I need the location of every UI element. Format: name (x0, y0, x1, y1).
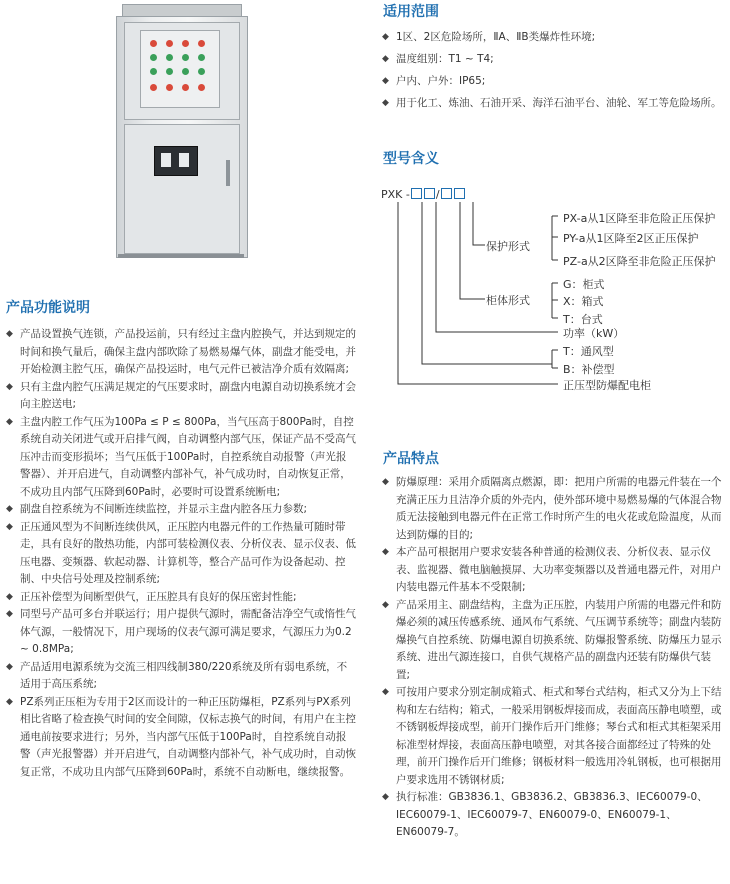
diamond-bullet-icon: ◆ (382, 599, 389, 610)
protection-option: PX-a从1区降至非危险正压保护 (563, 212, 716, 225)
list-item: ◆ 温度组别：T1 ~ T4; (382, 48, 727, 70)
protection-option: PY-a从1区降至2区正压保护 (563, 232, 699, 245)
list-item: ◆ 执行标准：GB3836.1、GB3836.2、GB3836.3、IEC60079-0、IEC60079-1、IEC60079-7、EN60079-0、EN60079-1、EN60079-7。 (382, 791, 708, 838)
scope-title: 适用范围 (383, 4, 439, 20)
function-list (6, 326, 356, 781)
diamond-bullet-icon: ◆ (382, 687, 389, 697)
door-handle (226, 160, 230, 186)
diamond-bullet-icon: ◆ (6, 416, 13, 427)
scope-list (382, 26, 727, 114)
list-item: ◆ 产品采用主、副盘结构，主盘为正压腔，内装用户所需的电器元件和防爆必须的减压传感系统、通风布气系统、气压调节系统等；副盘内装防爆换气自控系统、防爆电源自切换系统、防爆报警系统、防爆压力显示系统、进出气源连接口，自供气规格产品的副盘内还装有防爆供气装置; (382, 598, 722, 681)
diamond-bullet-icon: ◆ (382, 547, 389, 557)
function-title: 产品功能说明 (6, 300, 90, 316)
features-title: 产品特点 (383, 451, 439, 467)
diamond-bullet-icon: ◆ (382, 477, 389, 487)
model-code: PXK - / (381, 188, 466, 201)
list-item: ◆ 产品适用电源系统为交流三相四线制380/220系统及所有弱电系统，不适用于高压系统; (6, 660, 348, 690)
list-item: ◆ 正压通风型为不间断连续供风，正压腔内电器元件的工作热量可随时带走，具有良好的散热功能，内部可装检测仪表、分析仪表、显示仪表、低压电器、变频器、软起动器、计算机等，整合产品可作为设备起动、控制、中央信号处理及控制系统; (6, 520, 356, 585)
placeholder-box-icon (454, 188, 465, 199)
list-item: ◆ 1区、2区危险场所，ⅡA、ⅡB类爆炸性环境; (382, 26, 727, 48)
features-list (382, 474, 722, 842)
cabinet-base (118, 254, 244, 258)
cabinet-option: T：台式 (563, 313, 603, 326)
list-item: ◆ 用于化工、炼油、石油开采、海洋石油平台、油轮、军工等危险场所。 (382, 92, 727, 114)
ventilation-option: T：通风型 (563, 345, 614, 358)
list-item: ◆ 可按用户要求分别定制成箱式、柜式和琴台式结构，柜式又分为上下结构和左右结构；箱式，一般采用钢板焊接而成，表面高压静电喷塑，或不锈钢板焊接成型，前开门操作后开门维修；琴台式和柜式其柜架采用标准型材焊接，表面高压静电喷塑，对其各接合面都经过了特殊的处理，前开门操作后开门维修；钢板材料一般选用冷轧钢板，也可根据用户要求选用不锈钢材质; (382, 686, 722, 786)
breaker-window (154, 146, 198, 176)
list-item: ◆ 防爆原理：采用介质隔离点燃源，即：把用户所需的电器元件装在一个充满正压力且洁净介质的外壳内，使外部环境中易燃易爆的气体混合物质无法接触到电器元件在正常工作时所产生的电火花或危险温度，从而达到防爆的目的; (382, 476, 722, 541)
diamond-bullet-icon: ◆ (6, 329, 13, 339)
diamond-bullet-icon: ◆ (6, 521, 13, 532)
diamond-bullet-icon: ◆ (382, 54, 389, 64)
model-title: 型号含义 (383, 151, 439, 167)
ventilation-option: B：补偿型 (563, 363, 615, 376)
list-item: ◆ 只有主盘内腔气压满足规定的气压要求时，副盘内电源自动切换系统才会向主腔送电; (6, 380, 356, 410)
cabinet-option: X：箱式 (563, 295, 604, 308)
cabinet-form-label: 柜体形式 (486, 294, 530, 307)
placeholder-box-icon (411, 188, 422, 199)
product-name-label: 正压型防爆配电柜 (563, 379, 651, 392)
list-item: ◆ 产品设置换气连锁，产品投运前，只有经过主盘内腔换气，并达到规定的时间和换气量后，确保主盘内部吹除了易燃易爆气体，副盘才能受电，并开始检测主腔气压，确保产品投运时，电气元件已被洁净介质有效隔离; (6, 328, 356, 375)
diamond-bullet-icon: ◆ (6, 609, 13, 619)
diamond-bullet-icon: ◆ (382, 76, 389, 86)
diamond-bullet-icon: ◆ (6, 696, 13, 707)
diamond-bullet-icon: ◆ (382, 32, 389, 42)
power-label: 功率（kW） (563, 327, 625, 340)
list-item: ◆ 同型号产品可多台并联运行；用户提供气源时，需配备洁净空气或惰性气体气源，一般情况下，用户现场的仪表气源可满足要求，气源压力为0.2 ~ 0.8MPa; (6, 608, 356, 655)
placeholder-box-icon (441, 188, 452, 199)
cabinet-lower-door (124, 124, 240, 254)
list-item: ◆ 本产品可根据用户要求安装各种普通的检测仪表、分析仪表、显示仪表、监视器、微电脑触摸屏、大功率变频器以及普通电器元件，对用户内装电器元件基本不受限制; (382, 546, 722, 593)
diamond-bullet-icon: ◆ (382, 792, 389, 802)
cabinet-option: G：柜式 (563, 278, 605, 291)
diamond-bullet-icon: ◆ (6, 661, 13, 672)
diamond-bullet-icon: ◆ (6, 381, 13, 392)
protection-label: 保护形式 (486, 240, 530, 253)
model-tree-diagram (380, 200, 730, 390)
diamond-bullet-icon: ◆ (382, 98, 389, 108)
list-item: ◆ 主盘内腔工作气压为100Pa ≤ P ≤ 800Pa，当气压高于800Pa时，自控系统自动关闭进气或开启排气阀，自动调整内部气压，保证产品不受高气压冲击而变形损坏；当气压低于100Pa时，自控系统自动报警（声光报警器）、并开启进气，自动调整内部补气，补气成功时，自动恢复正常，不成功且内部气压降到60Pa时，必要时可设置系统断电; (6, 415, 356, 498)
protection-option: PZ-a从2区降至非危险正压保护 (563, 255, 716, 268)
diamond-bullet-icon: ◆ (6, 504, 13, 514)
list-item: ◆ 副盘自控系统为不间断连续监控，并显示主盘内腔各压力参数; (6, 501, 356, 519)
diamond-bullet-icon: ◆ (6, 591, 13, 602)
list-item: ◆ PZ系列正压柜为专用于2区而设计的一种正压防爆柜，PZ系列与PX系列相比省略了检查换气时间的安全间隙，仅标志换气的时间，有用户在主控通电前按要求进行；另外，当内部气压低于100Pa时，自控系统自动报警（声光报警器）并开启进气，自动调整内部补气，补气成功时，自动恢复正常，不成功且内部气压降到60Pa时，系统不自动断电，继续报警。 (6, 695, 356, 778)
list-item: ◆ 户内、户外：IP65; (382, 70, 727, 92)
list-item: ◆ 正压补偿型为间断型供气，正压腔具有良好的保压密封性能; (6, 589, 356, 607)
placeholder-box-icon (424, 188, 435, 199)
